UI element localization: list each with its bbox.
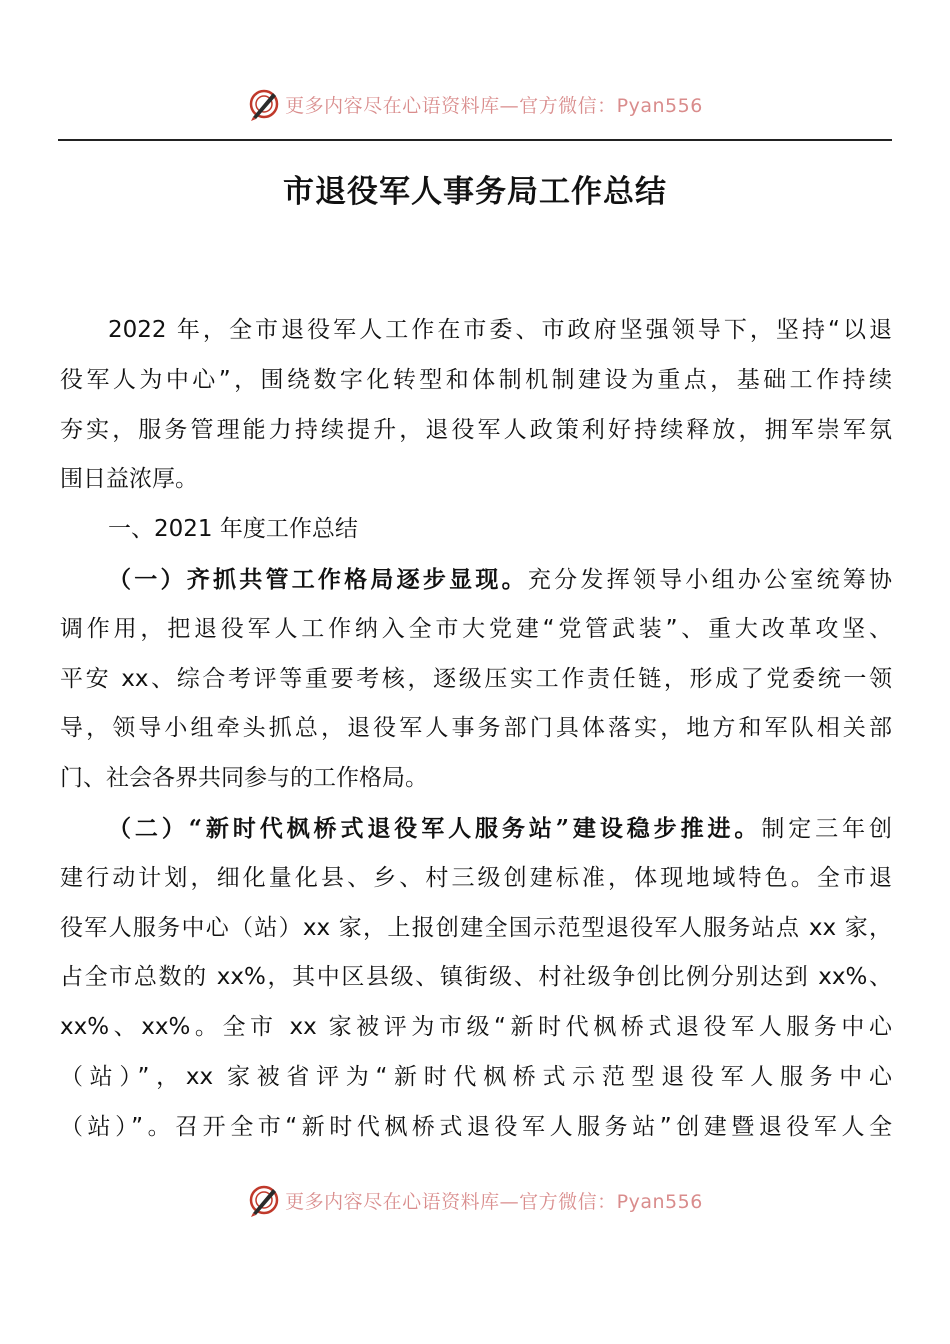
item1-text: 充分发挥领导小组办公室统筹协 [527,566,893,593]
item2-line: xx%、xx%。全市 xx 家被评为市级“新时代枫桥式退役军人服务中心 [60,1014,892,1041]
item2-line: （站）”，xx 家被省评为“新时代枫桥式示范型退役军人服务中心 [60,1063,892,1090]
watermark-text: 更多内容尽在心语资料库—官方微信：Pyan556 [285,1190,703,1213]
item1-line: 调作用，把退役军人工作纳入全市大党建“党管武装”、重大改革攻坚、 [60,615,892,642]
item2-line: 占全市总数的 xx%，其中区县级、镇街级、村社级争创比例分别达到 xx%、 [60,964,892,991]
item2-heading: （二）“新时代枫桥式退役军人服务站”建设稳步推进。 [108,814,762,842]
item2-first-line [60,804,892,854]
item2-line: 建行动计划，细化量化县、乡、村三级创建标准，体现地域特色。全市退 [60,864,892,891]
item1-line: 导，领导小组牵头抓总，退役军人事务部门具体落实，地方和军队相关部 [60,715,892,742]
header-watermark [0,86,950,122]
item2-line: （站）”。召开全市“新时代枫桥式退役军人服务站”创建暨退役军人全 [60,1113,892,1140]
intro-line: 2022 年，全市退役军人工作在市委、市政府坚强领导下，坚持“以退 [108,317,892,343]
document-body [60,306,892,1153]
section-heading: 一、2021 年度工作总结 [108,516,358,543]
item2-line: 役军人服务中心（站）xx 家，上报创建全国示范型退役军人服务站点 xx 家， [60,914,892,941]
intro-line: 围日益浓厚。 [60,466,198,493]
footer-watermark [0,1182,950,1218]
header-divider [58,139,892,141]
item1-first-line [60,555,892,605]
watermark-text: 更多内容尽在心语资料库—官方微信：Pyan556 [285,94,703,117]
pen-logo-icon [247,1183,281,1217]
intro-line: 夯实，服务管理能力持续提升，退役军人政策利好持续释放，拥军崇军氛 [60,416,892,443]
page-title: 市退役军人事务局工作总结 [283,174,667,210]
item1-line: 平安 xx、综合考评等重要考核，逐级压实工作责任链，形成了党委统一领 [60,665,892,692]
item2-text: 制定三年创 [761,815,893,842]
item1-line: 门、社会各界共同参与的工作格局。 [60,765,428,792]
intro-line: 役军人为中心”，围绕数字化转型和体制机制建设为重点，基础工作持续 [60,366,892,393]
item1-heading: （一）齐抓共管工作格局逐步显现。 [108,565,528,593]
pen-logo-icon [247,87,281,121]
